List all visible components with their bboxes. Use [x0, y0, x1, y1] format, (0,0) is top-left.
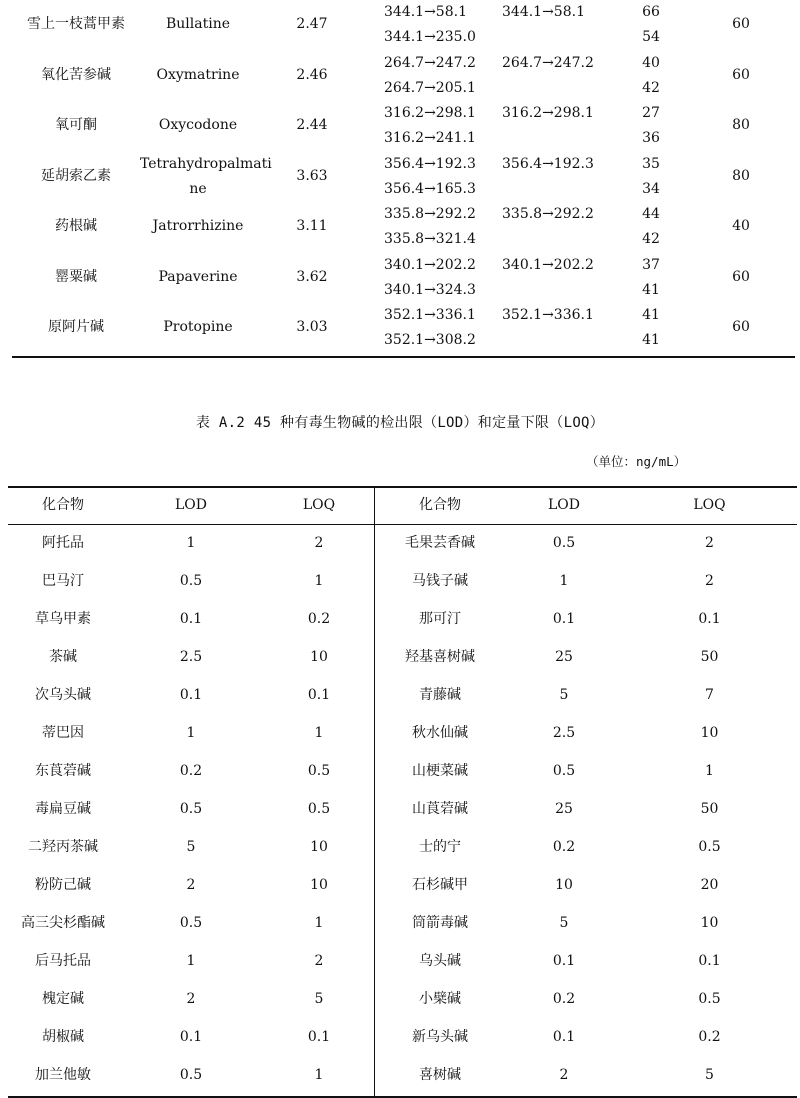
cone-voltage: 40 — [732, 218, 750, 234]
quant-ion-pair: 264.7→247.2 — [502, 54, 594, 71]
ion-pairs — [368, 152, 486, 202]
compound-name-cn: 延胡索乙素 — [41, 167, 111, 184]
compound-name: 巴马汀 — [42, 573, 84, 589]
table-row — [8, 1056, 797, 1094]
table-row — [8, 600, 797, 638]
collision-energy-value: 27 — [642, 105, 660, 121]
loq-value: 0.2 — [698, 1029, 721, 1045]
ion-pair: 352.1→336.1 — [384, 307, 476, 323]
compound-name: 二羟丙茶碱 — [28, 839, 98, 855]
retention-time: 3.62 — [296, 268, 328, 285]
retention-time: 2.44 — [296, 117, 328, 133]
compound-name: 后马托品 — [35, 953, 91, 969]
loq-value: 50 — [700, 649, 719, 665]
table-row — [8, 942, 797, 980]
lod-value: 0.1 — [552, 611, 576, 627]
ion-pair: 264.7→205.1 — [384, 79, 476, 96]
compound-name-en: Bullatine — [165, 16, 230, 32]
compound-name: 次乌头碱 — [35, 687, 91, 703]
loq-value: 2 — [314, 535, 324, 551]
lod-value: 1 — [186, 953, 196, 969]
quant-ion-pair: 335.8→292.2 — [502, 206, 594, 222]
compound-name-en: Protopine — [163, 319, 233, 335]
loq-value: 0.5 — [307, 801, 331, 817]
loq-value: 2 — [705, 535, 714, 551]
lod-value: 2.5 — [179, 649, 203, 665]
collision-energy — [616, 202, 686, 252]
table-row — [12, 51, 796, 102]
compound-name-cn: 原阿片碱 — [48, 319, 104, 335]
loq-value: 0.5 — [698, 991, 721, 1007]
collision-energy-value: 34 — [642, 180, 660, 197]
collision-energy — [616, 101, 686, 151]
ion-pairs — [368, 253, 486, 303]
collision-energy-value: 66 — [642, 4, 660, 20]
loq-value: 10 — [700, 725, 719, 741]
loq-value: 0.5 — [698, 839, 721, 855]
loq-value: 7 — [705, 687, 714, 703]
lod-value: 25 — [555, 801, 573, 817]
compound-name-en — [140, 152, 272, 202]
compound-name: 胡椒碱 — [42, 1029, 84, 1045]
compound-name-cn: 雪上一枝蒿甲素 — [27, 16, 125, 32]
quant-ion-pair: 344.1→58.1 — [502, 4, 585, 20]
loq-value: 10 — [310, 839, 328, 855]
compound-name: 石杉碱甲 — [412, 877, 468, 893]
collision-energy-value: 42 — [642, 79, 660, 96]
ion-pair: 335.8→321.4 — [384, 231, 476, 247]
lod-value: 0.5 — [179, 1067, 203, 1083]
lod-value: 0.1 — [179, 687, 203, 703]
table-row — [8, 714, 797, 752]
table-row — [8, 866, 797, 904]
loq-value: 0.1 — [698, 953, 721, 969]
table-caption: 表 A.2 45 种有毒生物碱的检出限（LOD）和定量下限（LOQ） — [195, 415, 605, 431]
lod-value: 5 — [559, 687, 569, 703]
compound-name: 青藤碱 — [419, 687, 461, 703]
retention-time: 3.11 — [296, 218, 328, 234]
lod-value: 0.5 — [179, 573, 203, 589]
lod-value: 0.1 — [179, 1029, 203, 1045]
loq-value: 0.1 — [307, 687, 331, 703]
lod-value: 2 — [559, 1067, 569, 1083]
table-row — [8, 562, 797, 600]
ion-pair: 344.1→235.0 — [384, 29, 476, 45]
header-loq-right: LOQ — [693, 497, 726, 513]
lod-value: 0.1 — [552, 953, 576, 969]
table-row — [12, 152, 796, 203]
table-row — [12, 0, 796, 51]
compound-name: 那可汀 — [419, 611, 461, 627]
retention-time: 2.46 — [296, 66, 328, 83]
collision-energy — [616, 0, 686, 50]
compound-name: 毛果芸香碱 — [405, 535, 475, 551]
loq-value: 20 — [700, 877, 719, 893]
ion-pair: 340.1→202.2 — [384, 256, 476, 273]
compound-name: 毒扁豆碱 — [35, 801, 91, 817]
compound-name: 马钱子碱 — [412, 573, 468, 589]
retention-time: 2.47 — [296, 16, 328, 32]
table-row — [8, 904, 797, 942]
lod-value: 0.5 — [179, 915, 203, 931]
collision-energy-value: 40 — [642, 54, 660, 71]
compound-name-en: Papaverine — [158, 268, 238, 285]
lod-value: 0.5 — [179, 801, 203, 817]
retention-time: 3.03 — [296, 319, 328, 335]
collision-energy — [616, 152, 686, 202]
lod-value: 0.1 — [552, 1029, 576, 1045]
header-lod-right: LOD — [548, 497, 580, 513]
loq-value: 0.1 — [307, 1029, 331, 1045]
loq-value: 5 — [314, 991, 324, 1007]
table-row — [8, 1018, 797, 1056]
loq-value: 0.5 — [307, 763, 331, 779]
lod-value: 1 — [559, 573, 569, 589]
collision-energy-value: 35 — [642, 155, 660, 172]
quant-ion-pair: 316.2→298.1 — [502, 105, 594, 121]
collision-energy-value: 41 — [642, 281, 660, 298]
ion-pair: 264.7→247.2 — [384, 54, 476, 71]
lod-value: 0.5 — [552, 535, 576, 551]
compound-name: 筒箭毒碱 — [412, 915, 468, 931]
loq-value: 1 — [314, 1067, 324, 1083]
compound-name: 茶碱 — [49, 649, 77, 665]
compound-name: 秋水仙碱 — [412, 725, 468, 741]
compound-name: 蒂巴因 — [42, 725, 84, 741]
ion-pairs — [368, 303, 486, 353]
compound-name: 高三尖杉酯碱 — [21, 915, 105, 931]
collision-energy-value: 37 — [642, 256, 660, 273]
table-row — [8, 790, 797, 828]
ion-pair: 356.4→192.3 — [384, 155, 476, 172]
ion-pairs — [368, 101, 486, 151]
compound-name: 阿托品 — [42, 535, 84, 551]
lod-value: 0.2 — [552, 991, 576, 1007]
header-compound-right: 化合物 — [419, 497, 461, 513]
ion-pair: 316.2→298.1 — [384, 105, 476, 121]
compound-name: 草乌甲素 — [35, 611, 91, 627]
loq-value: 10 — [310, 649, 328, 665]
compound-name: 小檗碱 — [419, 991, 461, 1007]
lod-value: 10 — [555, 877, 573, 893]
compound-name: 士的宁 — [419, 839, 461, 855]
ms-parameters-table — [12, 0, 796, 354]
compound-name-cn: 氧可酮 — [55, 117, 97, 133]
compound-name: 山梗菜碱 — [412, 763, 468, 779]
lod-value: 1 — [186, 535, 196, 551]
ion-pair: 316.2→241.1 — [384, 130, 476, 146]
compound-name-en-line: Tetrahydropalmati — [140, 155, 272, 172]
compound-name-en: Jatrorrhizine — [152, 218, 244, 234]
loq-value: 5 — [705, 1067, 714, 1083]
compound-name-cn: 氧化苦参碱 — [41, 66, 111, 83]
cone-voltage: 60 — [732, 268, 750, 285]
collision-energy-value: 41 — [642, 332, 660, 348]
table-bottom-rule — [12, 356, 795, 358]
table-row — [8, 752, 797, 790]
cone-voltage: 60 — [732, 66, 750, 83]
header-loq-left: LOQ — [302, 497, 336, 513]
collision-energy-value: 44 — [642, 206, 660, 222]
cone-voltage: 60 — [732, 319, 750, 335]
loq-value: 2 — [314, 953, 324, 969]
cone-voltage: 80 — [732, 117, 750, 133]
lod-loq-table — [8, 486, 797, 1098]
ion-pairs — [368, 0, 486, 50]
compound-name-en: Oxymatrine — [156, 66, 240, 83]
ion-pair: 352.1→308.2 — [384, 332, 476, 348]
lod-value: 0.5 — [552, 763, 576, 779]
compound-name: 粉防己碱 — [35, 877, 91, 893]
compound-name: 加兰他敏 — [35, 1067, 91, 1083]
lod-value: 5 — [186, 839, 196, 855]
lod-value: 2 — [186, 991, 196, 1007]
loq-value: 10 — [700, 915, 719, 931]
unit-label: （单位：ng/mL） — [586, 454, 687, 469]
collision-energy — [616, 51, 686, 101]
lod-value: 25 — [555, 649, 573, 665]
header-compound-left: 化合物 — [42, 497, 84, 513]
compound-name: 新乌头碱 — [412, 1029, 468, 1045]
ion-pairs — [368, 51, 486, 101]
loq-value: 10 — [310, 877, 328, 893]
loq-value: 1 — [705, 763, 714, 779]
table-row — [12, 202, 796, 253]
lod-value: 0.2 — [552, 839, 576, 855]
compound-name: 槐定碱 — [42, 991, 84, 1007]
table-row — [8, 638, 797, 676]
compound-name-en: Oxycodone — [158, 117, 238, 133]
collision-energy — [616, 303, 686, 353]
table-row — [8, 828, 797, 866]
ion-pair: 340.1→324.3 — [384, 281, 476, 298]
compound-name: 山莨菪碱 — [412, 801, 468, 817]
cone-voltage: 80 — [732, 167, 750, 184]
loq-value: 0.2 — [307, 611, 331, 627]
lod-value: 0.2 — [179, 763, 203, 779]
compound-name: 喜树碱 — [419, 1067, 461, 1083]
loq-value: 1 — [314, 573, 324, 589]
quant-ion-pair: 356.4→192.3 — [502, 155, 594, 172]
ion-pair: 356.4→165.3 — [384, 180, 476, 197]
lod-value: 0.1 — [179, 611, 203, 627]
collision-energy-value: 54 — [642, 29, 660, 45]
compound-name-cn: 罂粟碱 — [55, 268, 97, 285]
header-lod-left: LOD — [175, 497, 207, 513]
table-row — [8, 524, 797, 562]
quant-ion-pair: 340.1→202.2 — [502, 256, 594, 273]
ion-pair: 344.1→58.1 — [384, 4, 467, 20]
compound-name: 东莨菪碱 — [35, 763, 91, 779]
table-row — [8, 980, 797, 1018]
retention-time: 3.63 — [296, 167, 328, 184]
lod-value: 1 — [186, 725, 196, 741]
cone-voltage: 60 — [732, 16, 750, 32]
table-row — [12, 303, 796, 354]
collision-energy-value: 36 — [642, 130, 660, 146]
collision-energy-value: 42 — [642, 231, 660, 247]
ion-pair: 335.8→292.2 — [384, 206, 476, 222]
collision-energy — [616, 253, 686, 303]
loq-value: 1 — [314, 725, 324, 741]
table-row — [12, 101, 796, 152]
compound-name-cn: 药根碱 — [55, 218, 97, 234]
collision-energy-value: 41 — [642, 307, 660, 323]
compound-name-en-line: ne — [189, 180, 207, 197]
lod-value: 2.5 — [552, 725, 576, 741]
compound-name: 乌头碱 — [419, 953, 461, 969]
table-row — [12, 253, 796, 304]
lod-value: 2 — [186, 877, 196, 893]
loq-value: 0.1 — [698, 611, 721, 627]
lod-value: 5 — [559, 915, 569, 931]
compound-name: 羟基喜树碱 — [405, 649, 475, 665]
loq-value: 50 — [700, 801, 719, 817]
quant-ion-pair: 352.1→336.1 — [502, 307, 594, 323]
ion-pairs — [368, 202, 486, 252]
table-row — [8, 676, 797, 714]
table-header-row — [8, 486, 797, 524]
loq-value: 2 — [705, 573, 714, 589]
loq-value: 1 — [314, 915, 324, 931]
